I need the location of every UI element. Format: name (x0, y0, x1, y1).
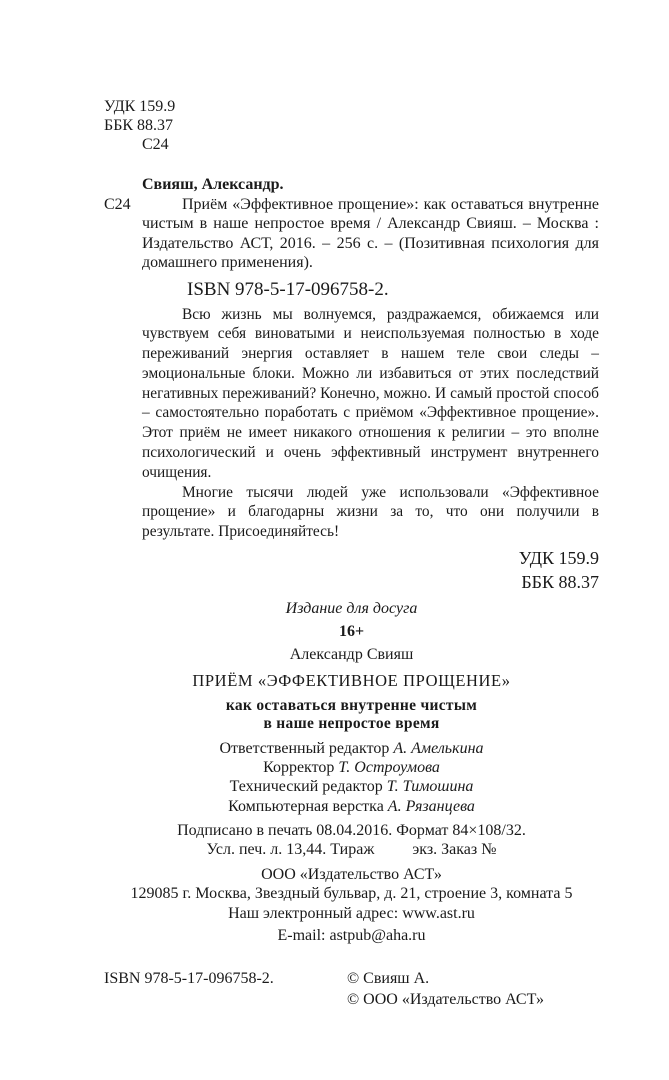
subtitle-line: как оставаться внутренне чистым (225, 697, 478, 715)
bbk-code-right: ББК 88.37 (521, 572, 599, 593)
credit-role: Технический редактор (229, 778, 383, 796)
footer (104, 968, 599, 1010)
imprint-author: Александр Свияш (289, 646, 414, 664)
credit-role: Компьютерная верстка (228, 797, 384, 815)
isbn-main: ISBN 978-5-17-096758-2. (187, 278, 389, 300)
credit-name: А. Рязанцева (387, 797, 475, 815)
publisher-email: E-mail: astpub@aha.ru (277, 927, 426, 945)
publisher-name: ООО «Издательство АСТ» (261, 865, 442, 883)
credits (104, 739, 599, 816)
bibliographic-description: Приём «Эффективное прощение»: как оставаться внутренне чистым в наше непростое время / Александр Свияш. – Москва : Издательство АСТ, 2016. – 256 с. – (Позитивная психология для домашнего применения). (142, 195, 599, 271)
order-number: экз. Заказ № (412, 841, 497, 859)
publisher-address: 129085 г. Москва, Звездный бульвар, д. 21, строение 3, комната 5 (130, 885, 573, 903)
isbn-footer: ISBN 978-5-17-096758-2. (104, 970, 274, 987)
abstract-paragraph: Многие тысячи людей уже использовали «Эффективное прощение» и благодарны жизни за то, что они получили в результате. Присоединяйтесь! (142, 483, 599, 541)
imprint-page (104, 97, 599, 946)
credit-role: Ответственный редактор (219, 740, 390, 758)
publisher-website: Наш электронный адрес: www.ast.ru (228, 904, 475, 922)
udk-code-right: УДК 159.9 (518, 548, 599, 569)
catalog-row (104, 195, 599, 273)
credit-name: А. Амелькина (393, 740, 484, 758)
classification-block-right (519, 546, 599, 594)
abstract-paragraph: Всю жизнь мы волнуемся, раздражаемся, обижаемся или чувствуем себя виноватыми и неиспользуемая полностью в ходе переживаний энергия оставляет в нашем теле свои следы – эмоциональные блоки. Можно ли избавиться от этих последствий негативных переживаний? Конечно, можно. И самый простой способ – самостоятельно поработать с приёмом «Эффективное прощение». Этот приём не имеет никакого отношения к религии – это вполне психологический и очень эффективный инструмент внутреннего очищения. (142, 305, 599, 481)
book-title: ПРИЁМ «ЭФФЕКТИВНОЕ ПРОЩЕНИЕ» (192, 671, 511, 691)
credit-line (104, 739, 599, 758)
author-mark: С24 (142, 136, 169, 153)
catalog-author-mark: С24 (104, 195, 131, 213)
copyright-author: © Свияш А. (347, 970, 430, 987)
classification-block-top (104, 97, 599, 154)
udk-code: УДК 159.9 (104, 98, 176, 115)
age-rating: 16+ (338, 623, 365, 641)
copyright-publisher: © ООО «Издательство АСТ» (347, 991, 544, 1008)
signed-to-print: Подписано в печать 08.04.2016. Формат 84×108/32. (177, 821, 526, 839)
bbk-code: ББК 88.37 (104, 117, 174, 134)
print-sheets: Усл. печ. л. 13,44. Тираж (206, 841, 375, 859)
credit-name: Т. Остроумова (338, 759, 440, 777)
print-info (104, 821, 599, 860)
credit-line (104, 777, 599, 796)
abstract (104, 305, 599, 543)
copyright-block (347, 968, 599, 1010)
credit-role: Корректор (263, 759, 335, 777)
credit-name: Т. Тимошина (386, 778, 474, 796)
print-run-line (104, 840, 599, 860)
edition-type: Издание для досуга (285, 600, 418, 618)
book-subtitle (104, 697, 599, 733)
credit-line (104, 758, 599, 777)
subtitle-line: в наше непростое время (263, 715, 440, 733)
publisher-info (104, 865, 599, 924)
credit-line (104, 797, 599, 816)
catalog-author: Свияш, Александр. (142, 176, 284, 193)
catalog-entry (104, 175, 599, 273)
